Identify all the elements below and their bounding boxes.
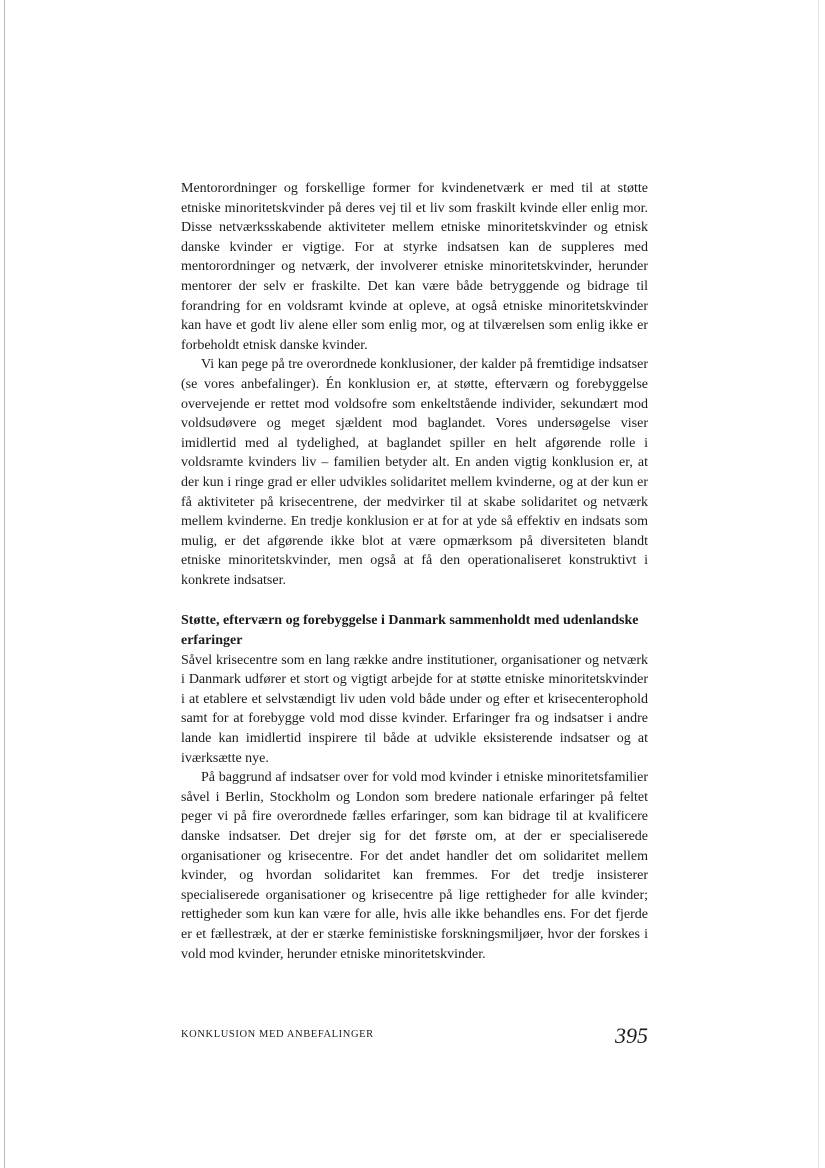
paragraph: Såvel krisecentre som en lang række andre institutioner, organisationer og netværk i Danmark udfører et stort og vigtigt arbejde for at støtte etniske minoritetskvinder i at etablere et selvstændigt liv uden vold både under og efter et krisecenterophold samt for at forebygge vold mod disse kvinder. Erfaringer fra og indsatser i andre lande kan imidlertid inspirere til både at udvikle eksisterende indsatser og at iværksætte nye. — [181, 652, 648, 766]
paragraph: På baggrund af indsatser over for vold mod kvinder i etniske minoritetsfamilier såvel i Berlin, Stockholm og London som bredere nationale erfaringer på feltet peger vi på fire overordnede fælles erfaringer, som kan bidrage til at kvalificere danske indsatser. Det drejer sig for det første om, at der er specialiserede organisationer og krisecentre. For det andet handler det om solidaritet mellem kvinder, og hvordan solidaritet kan fremmes. For det tredje insisterer specialiserede organisationer og krisecentre på lige rettigheder for alle kvinder; rettigheder som kun kan være for alle, hvis alle ikke behandles ens. For det fjerde er et fællestræk, at der er stærke feministiske forskningsmiljøer, hvor der forskes i vold mod kvinder, herunder etniske minoritetskvinder. — [181, 770, 648, 962]
paragraph: Mentorordninger og forskellige former for kvindenetværk er med til at støtte etniske minoritetskvinder på deres vej til et liv som fraskilt kvinde eller enlig mor. Disse netværksskabende aktiviteter mellem etniske minoritetskvinder og etnisk danske kvinder er vigtige. For at styrke indsatsen kan de suppleres med mentorordninger og netværk, der involverer etniske minoritetskvinder, herunder mentorer der selv er fraskilte. Det kan være både betryggende og bidrage til forandring for en voldsramt kvinde at opleve, at også etniske minoritetskvinder kan have et godt liv alene eller som enlig mor, og at tilværelsen som enlig ikke er forbeholdt etnisk danske kvinder. — [181, 181, 648, 353]
scan-edge-left — [4, 0, 5, 1168]
body-text — [181, 179, 648, 964]
section-heading: Støtte, efterværn og forebyggelse i Danmark sammenholdt med udenlandske erfaringer — [181, 613, 639, 649]
running-footer-title: KONKLUSION MED ANBEFALINGER — [181, 1029, 374, 1040]
section-gap — [181, 590, 648, 611]
page-number: 395 — [615, 1023, 648, 1048]
scan-edge-right — [818, 0, 819, 1168]
paragraph: Vi kan pege på tre overordnede konklusioner, der kalder på fremtidige indsatser (se vores anbefalinger). Én konklusion er, at støtte, efterværn og forebyggelse overvejende er rettet mod voldsofre som enkeltstående individer, sekundært mod voldsudøvere og meget sjældent mod baglandet. Vores undersøgelse viser imidlertid med al tydelighed, at baglandet spiller en helt afgørende rolle i voldsramte kvinders liv – familien betyder alt. En anden vigtig konklusion er, at der kun i ringe grad er eller udvikles solidaritet mellem kvinderne, og at der kun er få aktiviteter på krisecentrene, der medvirker til at skabe solidaritet og netværk mellem kvinderne. En tredje konklusion er at for at yde så effektiv en indsats som mulig, er det afgørende ikke blot at være opmærksom på diversiteten blandt etniske minoritetskvinder, men også at få den operationaliseret konstruktivt i konkrete indsatser. — [181, 357, 648, 588]
